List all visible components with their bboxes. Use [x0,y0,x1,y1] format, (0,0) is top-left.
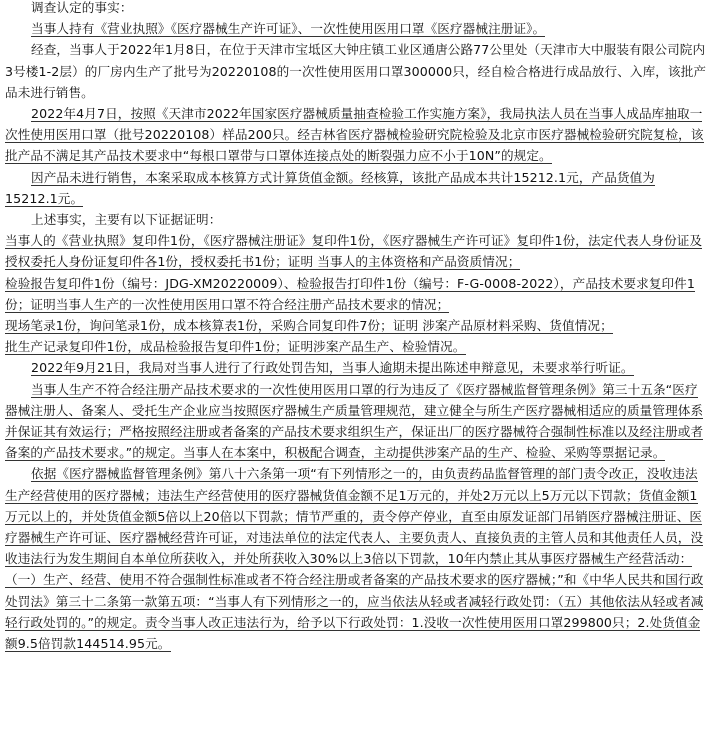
evidence-item-3 [5,315,707,336]
penalty-basis-paragraph [5,463,707,654]
evidence-intro: 上述事实，主要有以下证据证明： [31,212,222,228]
violation-text: 当事人生产不符合经注册产品技术要求的一次性使用医用口罩的行为违反了《医疗器械监督管理条例》第三十五条“医疗器械注册人、备案人、受托生产企业应当按照医疗器械生产质量管理规范，建立健全与所生产医疗器械相适应的质量管理体系并保证其有效运行；严格按照经注册或者备案的产品技术要求组织生产，保证出厂的医疗器械符合强制性标准以及经注册或者备案的产品技术要求。”的规定。当事人在本案中，积极配合调查，主动提供涉案产品的生产、检验、采购等票据记录。 [5,381,704,461]
license-paragraph [5,18,707,39]
license-text: 当事人持有《营业执照》《医疗器械生产许可证》、一次性使用医用口罩《医疗器械注册证》。 [31,21,546,37]
notification-paragraph [5,357,707,378]
notification-text: 2022年9月21日，我局对当事人进行了行政处罚告知，当事人逾期未提出陈述申辩意见，未要求举行听证。 [31,360,634,376]
evidence-item-1 [5,230,707,272]
valuation-paragraph [5,167,707,209]
evidence-item-1-text: 当事人的《营业执照》复印件1份，《医疗器械注册证》复印件1份，《医疗器械生产许可证》复印件1份，法定代表人身份证及授权委托人身份证复印件各1份，授权委托书1份；证明 当事人的主体资格和产品资质情况； [5,233,703,270]
evidence-item-4-text: 批生产记录复印件1份，成品检验报告复印件1份；证明涉案产品生产、检验情况。 [5,339,466,355]
evidence-item-2-text: 检验报告复印件1份（编号：JDG-XM20220009）、检验报告打印件1份（编号：F-G-0008-2022），产品技术要求复印件1份；证明当事人生产的一次性使用医用口罩不符合经注册产品技术要求的情况； [5,275,695,312]
penalty-basis-text: 依据《医疗器械监督管理条例》第八十六条第一项“有下列情形之一的，由负责药品监督管理的部门责令改正，没收违法生产经营使用的医疗器械；违法生产经营使用的医疗器械货值金额不足1万元的，并处2万元以上5万元以下罚款；货值金额1万元以上的，并处货值金额5倍以上20倍以下罚款；情节严重的，责令停产停业，直至由原发证部门吊销医疗器械注册证、医疗器械生产许可证、医疗器械经营许可证，对违法单位的法定代表人、主要负责人、直接负责的主管人员和其他责任人员，没收违法行为发生期间自本单位所获收入，并处所获收入30%以上3倍以下罚款，10年内禁止其从事医疗器械生产经营活动：（一）生产、经营、使用不符合强制性标准或者不符合经注册或者备案的产品技术要求的医疗器械；”和《中华人民共和国行政处罚法》第三十二条第一款第五项：“当事人有下列情形之一的，应当依法从轻或者减轻行政处罚：（五）其他依法从轻或者减轻行政处罚的。”的规定。责令当事人改正违法行为，给予以下行政处罚：1.没收一次性使用医用口罩299800只；2.处货值金额9.5倍罚款144514.95元。 [5,466,704,652]
evidence-item-3-text: 现场笔录1份，询问笔录1份，成本核算表1份，采购合同复印件7份；证明 涉案产品原材料采购、货值情况； [5,318,613,334]
evidence-item-4 [5,336,707,357]
sampling-paragraph [5,103,707,167]
sampling-text: 2022年4月7日，按照《天津市2022年国家医疗器械质量抽查检验工作实施方案》，我局执法人员在当事人成品库抽取一次性使用医用口罩（批号20220108）样品200只。经吉林省医疗器械检验研究院检验及北京市医疗器械检验研究院复检，该批产品不满足其产品技术要求中“每根口罩带与口罩体连接点处的断裂强力应不小于10N”的规定。 [5,106,704,164]
investigation-paragraph: 经查，当事人于2022年1月8日，在位于天津市宝坻区大钟庄镇工业区通唐公路77公里处（天津市大中服装有限公司院内3号楼1-2层）的厂房内生产了批号为20220108的一次性使用医用口罩300000只，经自检合格进行成品放行、入库，该批产品未进行销售。 [5,42,707,100]
violation-paragraph [5,379,707,464]
evidence-item-2 [5,273,707,315]
section-heading: 调查认定的事实： [31,0,133,15]
valuation-text: 因产品未进行销售，本案采取成本核算方式计算货值金额。经核算，该批产品成本共计15212.1元，产品货值为15212.1元。 [5,169,655,206]
